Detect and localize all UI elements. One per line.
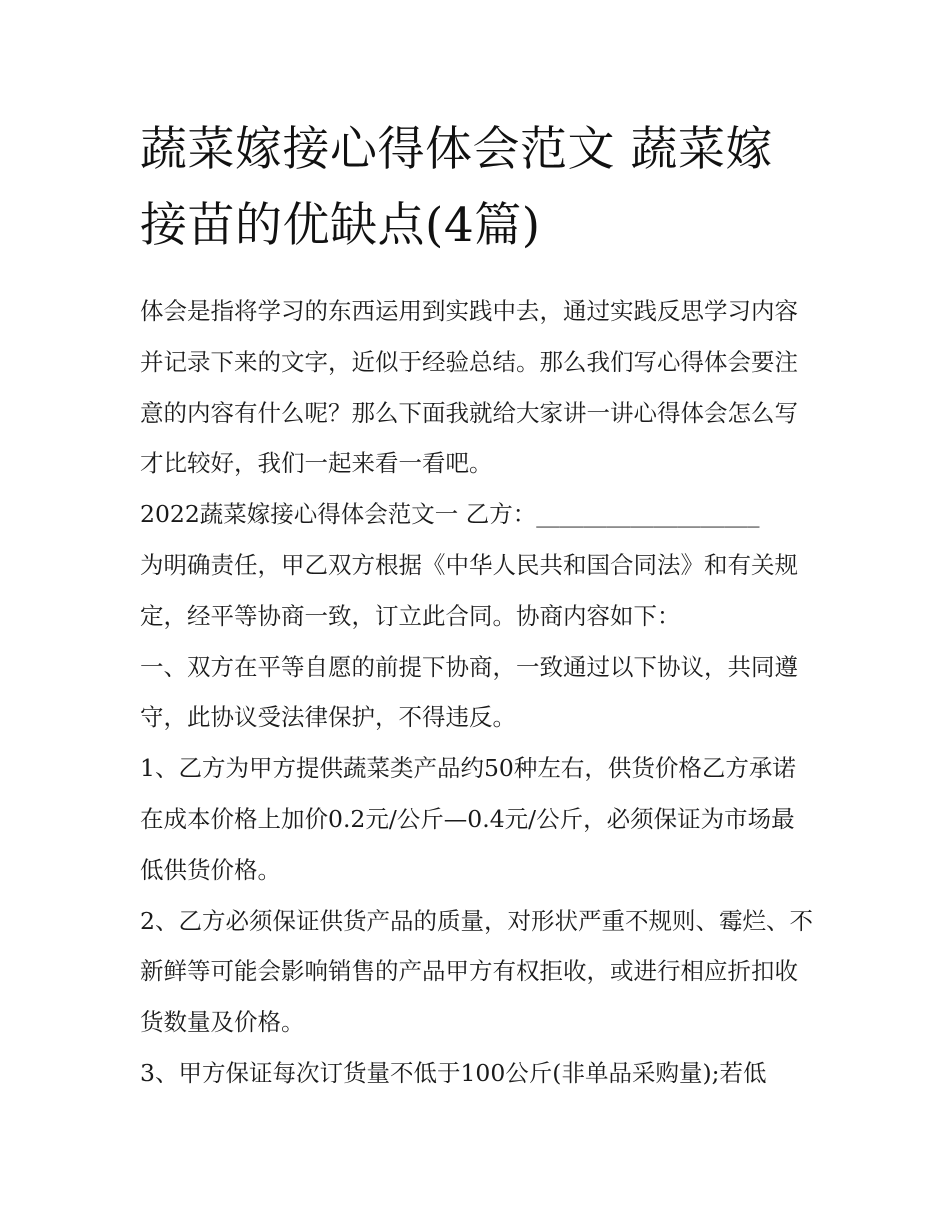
document-page [140, 112, 815, 1099]
document-title: 蔬菜嫁接心得体会范文 蔬菜嫁接苗的优缺点(4篇) [140, 122, 773, 253]
item-3-paragraph: 3、甲方保证每次订货量不低于100公斤(非单品采购量);若低 [140, 1058, 767, 1087]
clause-one-paragraph: 一、双方在平等自愿的前提下协商，一致通过以下协议，共同遵守，此协议受法律保护，不得违反。 [140, 652, 798, 732]
intro-paragraph: 体会是指将学习的东西运用到实践中去，通过实践反思学习内容并记录下来的文字，近似于经验总结。那么我们写心得体会要注意的内容有什么呢？那么下面我就给大家讲一讲心得体会怎么写才比较好，我们一起来看一看吧。 [140, 297, 798, 478]
section-heading-party-b: 2022蔬菜嫁接心得体会范文一 乙方：___________________ [140, 500, 760, 529]
item-2-paragraph: 2、乙方必须保证供货产品的质量，对形状严重不规则、霉烂、不新鲜等可能会影响销售的产品甲方有权拒收，或进行相应折扣收货数量及价格。 [140, 906, 813, 1037]
contract-preamble-paragraph: 为明确责任，甲乙双方根据《中华人民共和国合同法》和有关规定，经平等协商一致，订立此合同。协商内容如下： [140, 550, 798, 630]
item-1-paragraph: 1、乙方为甲方提供蔬菜类产品约50种左右，供货价格乙方承诺在成本价格上加价0.2元/公斤—0.4元/公斤，必须保证为市场最低供货价格。 [140, 754, 796, 884]
